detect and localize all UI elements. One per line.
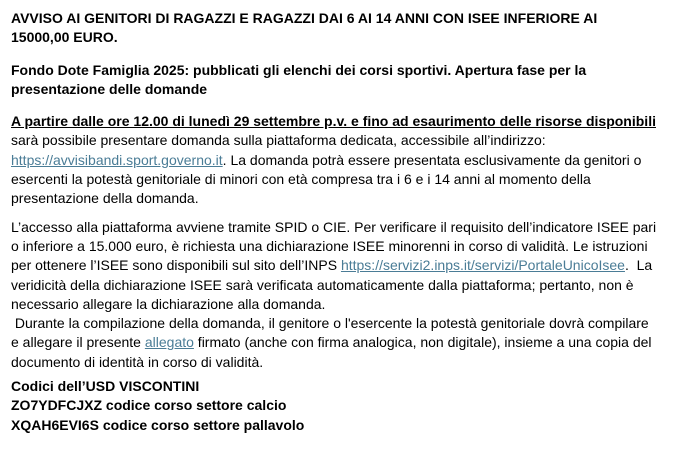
notice-heading-text: AVVISO AI GENITORI DI RAGAZZI E RAGAZZI DAI 6 AI 14 ANNI CON ISEE INFERIORE AI 15000,00 EURO.: [11, 10, 602, 46]
paragraph-attachment: [11, 314, 657, 372]
attachment-text-after-link: firmato (anche con firma analogica, non digitale), insieme a una copia del documento di identità in corso di validità.: [11, 334, 656, 370]
paragraph-application-window: [11, 112, 660, 208]
paragraph-isee-access: [11, 218, 660, 314]
application-text-after-link: . La domanda potrà essere presentata esclusivamente da genitori o esercenti la potestà genitoriale di minori con età compresa tra i 6 e i 14 anni al momento della presentazione della domanda.: [11, 151, 646, 207]
course-codes-title: Codici dell’USD VISCONTINI: [11, 378, 200, 395]
inps-portal-link[interactable]: https://servizi2.inps.it/servizi/PortaleUnicoIsee: [340, 257, 625, 274]
access-text-after-link: . La veridicità della dichiarazione ISEE sarà verificata automaticamente dalla piattaforma; pertanto, non è necessario allegare la dichiarazione alla domanda.: [11, 257, 657, 312]
notice-subheading-text: Fondo Dote Famiglia 2025: pubblicati gli elenchi dei corsi sportivi. Apertura fase per la presentazione delle domande: [11, 61, 591, 97]
course-code-calcio: ZO7YDFCJXZ codice corso settore calcio: [11, 397, 287, 414]
attachment-link[interactable]: allegato: [144, 334, 194, 351]
attachment-text-before-link: Durante la compilazione della domanda, il genitore o l'esercente la potestà genitoriale dovrà compilare e allegare il presente: [11, 315, 653, 351]
application-text-before-link: sarà possibile presentare domanda sulla piattaforma dedicata, accessibile all’indirizzo:: [11, 113, 660, 149]
platform-url-link[interactable]: https://avvisibandi.sport.governo.it: [11, 151, 223, 168]
course-code-pallavolo: XQAH6EVI6S codice corso settore pallavolo: [11, 416, 305, 433]
course-codes-section: [11, 377, 657, 435]
notice-subheading: [11, 61, 657, 100]
notice-heading: [11, 9, 657, 48]
application-deadline-emphasis: A partire dalle ore 12.00 di lunedì 29 settembre p.v. e fino ad esaurimento delle risorse disponibili: [11, 113, 656, 130]
access-text-before-link: L’accesso alla piattaforma avviene tramite SPID o CIE. Per verificare il requisito dell’indicatore ISEE pari o inferiore a 15.000 euro, è richiesta una dichiarazione ISEE minorenni in corso di validità. Le istruzioni per ottenere l’ISEE sono disponibili sul sito dell’INPS: [11, 218, 660, 274]
